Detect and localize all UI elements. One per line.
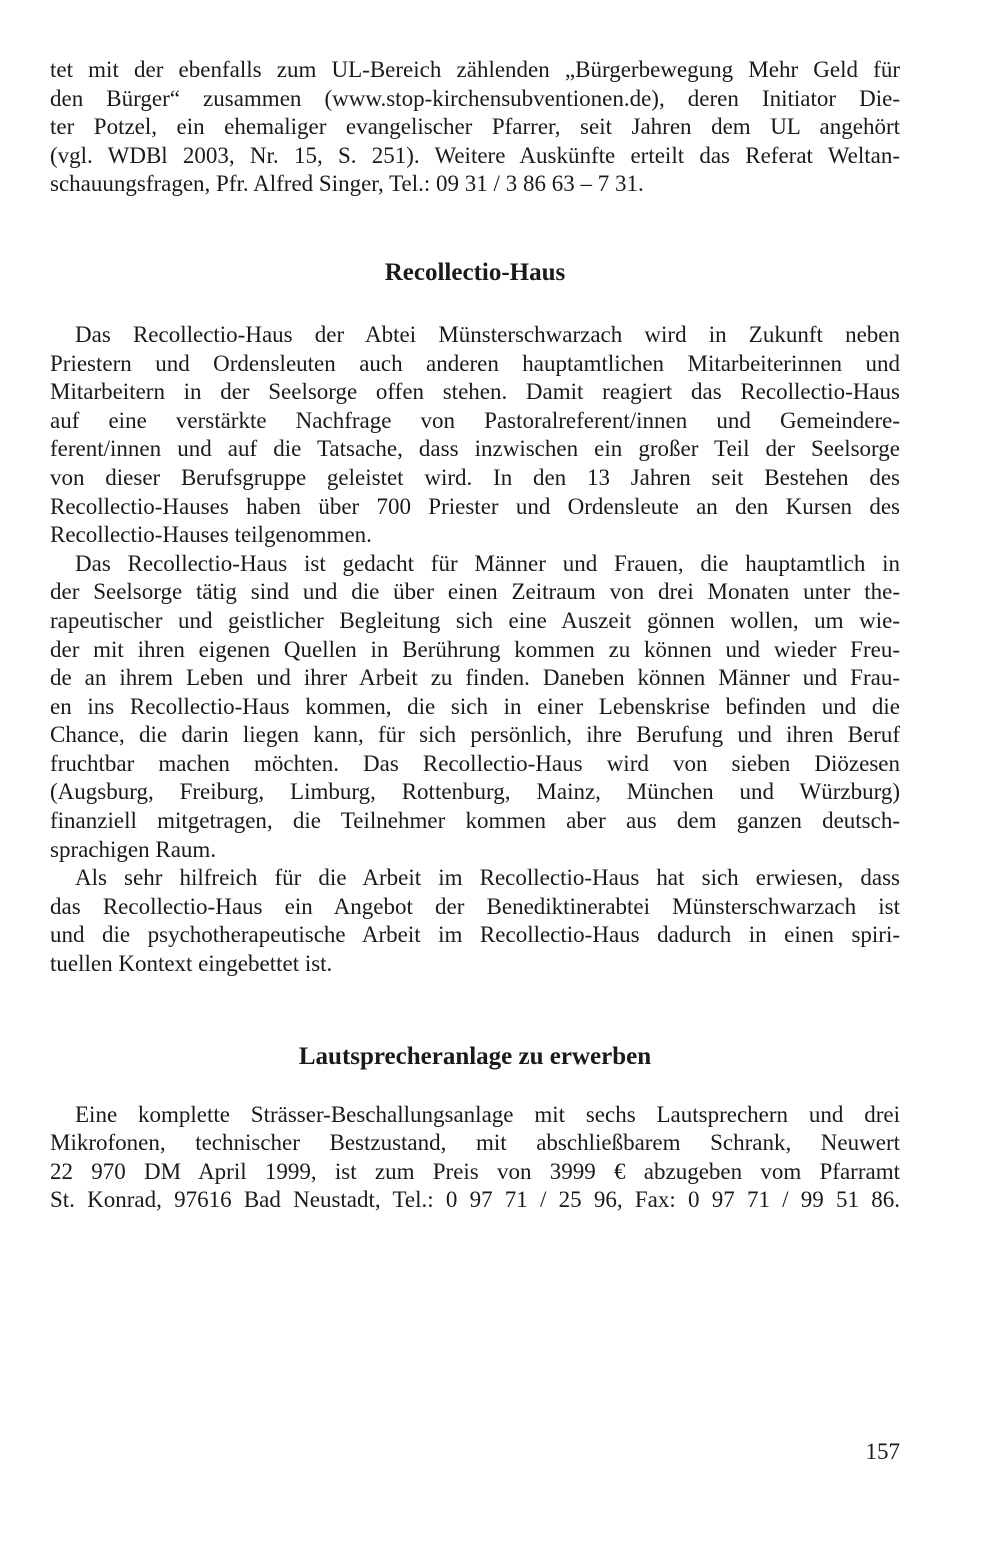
text-line: der mit ihren eigenen Quellen in Berührung kommen zu können und wieder Freu- <box>50 636 900 662</box>
text-line: (Augsburg, Freiburg, Limburg, Rottenburg, Mainz, München und Würzburg) <box>50 779 900 805</box>
text-line: Recollectio-Hauses haben über 700 Priester und Ordensleute an den Kursen des <box>50 493 900 519</box>
section-heading-recollectio: Recollectio-Haus <box>384 258 566 286</box>
text-line: ter Potzel, ein ehemaliger evangelischer Pfarrer, seit Jahren dem UL angehört <box>50 114 900 140</box>
lautsprecher-paragraph <box>50 1101 900 1215</box>
text-line: fruchtbar machen möchten. Das Recollectio-Haus wird von sieben Diözesen <box>50 750 900 776</box>
text-line: Priestern und Ordensleuten auch anderen hauptamtlichen Mitarbeiterinnen und <box>50 350 900 376</box>
text-line: tuellen Kontext eingebettet ist. <box>50 951 333 977</box>
text-line: Mikrofonen, technischer Bestzustand, mit abschließbarem Schrank, Neuwert <box>50 1130 900 1156</box>
text-line: schauungsfragen, Pfr. Alfred Singer, Tel.: 09 31 / 3 86 63 – 7 31. <box>50 171 644 197</box>
page-content <box>50 56 900 1215</box>
text-line: sprachigen Raum. <box>50 836 217 862</box>
text-line: St. Konrad, 97616 Bad Neustadt, Tel.: 0 97 71 / 25 96, Fax: 0 97 71 / 99 51 86. <box>50 1187 900 1213</box>
text-line: Mitarbeitern in der Seelsorge offen stehen. Damit reagiert das Recollectio-Haus <box>50 379 900 405</box>
text-line: en ins Recollectio-Haus kommen, die sich in einer Lebenskrise befinden und die <box>50 693 900 719</box>
text-line: der Seelsorge tätig sind und die über einen Zeitraum von drei Monaten unter the- <box>50 579 900 605</box>
section-heading-lautsprecher: Lautsprecheranlage zu erwerben <box>298 1042 652 1070</box>
top-paragraph <box>50 56 900 199</box>
text-line: und die psychotherapeutische Arbeit im Recollectio-Haus dadurch in einen spiri- <box>50 922 900 948</box>
recollectio-paragraph-2 <box>50 550 900 865</box>
text-line: Als sehr hilfreich für die Arbeit im Recollectio-Haus hat sich erwiesen, dass <box>75 865 900 891</box>
text-line: finanziell mitgetragen, die Teilnehmer kommen aber aus dem ganzen deutsch- <box>50 808 900 834</box>
text-line: von dieser Berufsgruppe geleistet wird. In den 13 Jahren seit Bestehen des <box>50 464 900 490</box>
text-line: ferent/innen und auf die Tatsache, dass inzwischen ein großer Teil der Seelsorge <box>50 436 900 462</box>
text-line: de an ihrem Leben und ihrer Arbeit zu finden. Daneben können Männer und Frau- <box>50 665 900 691</box>
text-line: Eine komplette Strässer-Beschallungsanlage mit sechs Lautsprechern und drei <box>75 1101 900 1127</box>
text-line: Chance, die darin liegen kann, für sich persönlich, ihre Berufung und ihren Beruf <box>50 722 900 748</box>
text-line: das Recollectio-Haus ein Angebot der Benediktinerabtei Münsterschwarzach ist <box>50 893 900 919</box>
text-line: 22 970 DM April 1999, ist zum Preis von 3999 € abzugeben vom Pfarramt <box>50 1158 900 1184</box>
text-line: rapeutischer und geistlicher Begleitung sich eine Auszeit gönnen wollen, um wie- <box>50 607 900 633</box>
text-line: Das Recollectio-Haus ist gedacht für Männer und Frauen, die hauptamtlich in <box>75 550 900 576</box>
text-line: Das Recollectio-Haus der Abtei Münsterschwarzach wird in Zukunft neben <box>75 321 900 347</box>
text-line: auf eine verstärkte Nachfrage von Pastoralreferent/innen und Gemeindere- <box>50 407 900 433</box>
text-line: tet mit der ebenfalls zum UL-Bereich zählenden „Bürgerbewegung Mehr Geld für <box>50 57 900 82</box>
text-line: den Bürger“ zusammen (www.stop-kirchensubventionen.de), deren Initiator Die- <box>50 85 900 111</box>
text-line: Recollectio-Hauses teilgenommen. <box>50 522 372 548</box>
text-line: (vgl. WDBl 2003, Nr. 15, S. 251). Weitere Auskünfte erteilt das Referat Weltan- <box>50 142 900 168</box>
recollectio-paragraph-1 <box>50 321 900 550</box>
recollectio-paragraph-3 <box>50 864 900 978</box>
page-number: 157 <box>865 1439 900 1464</box>
